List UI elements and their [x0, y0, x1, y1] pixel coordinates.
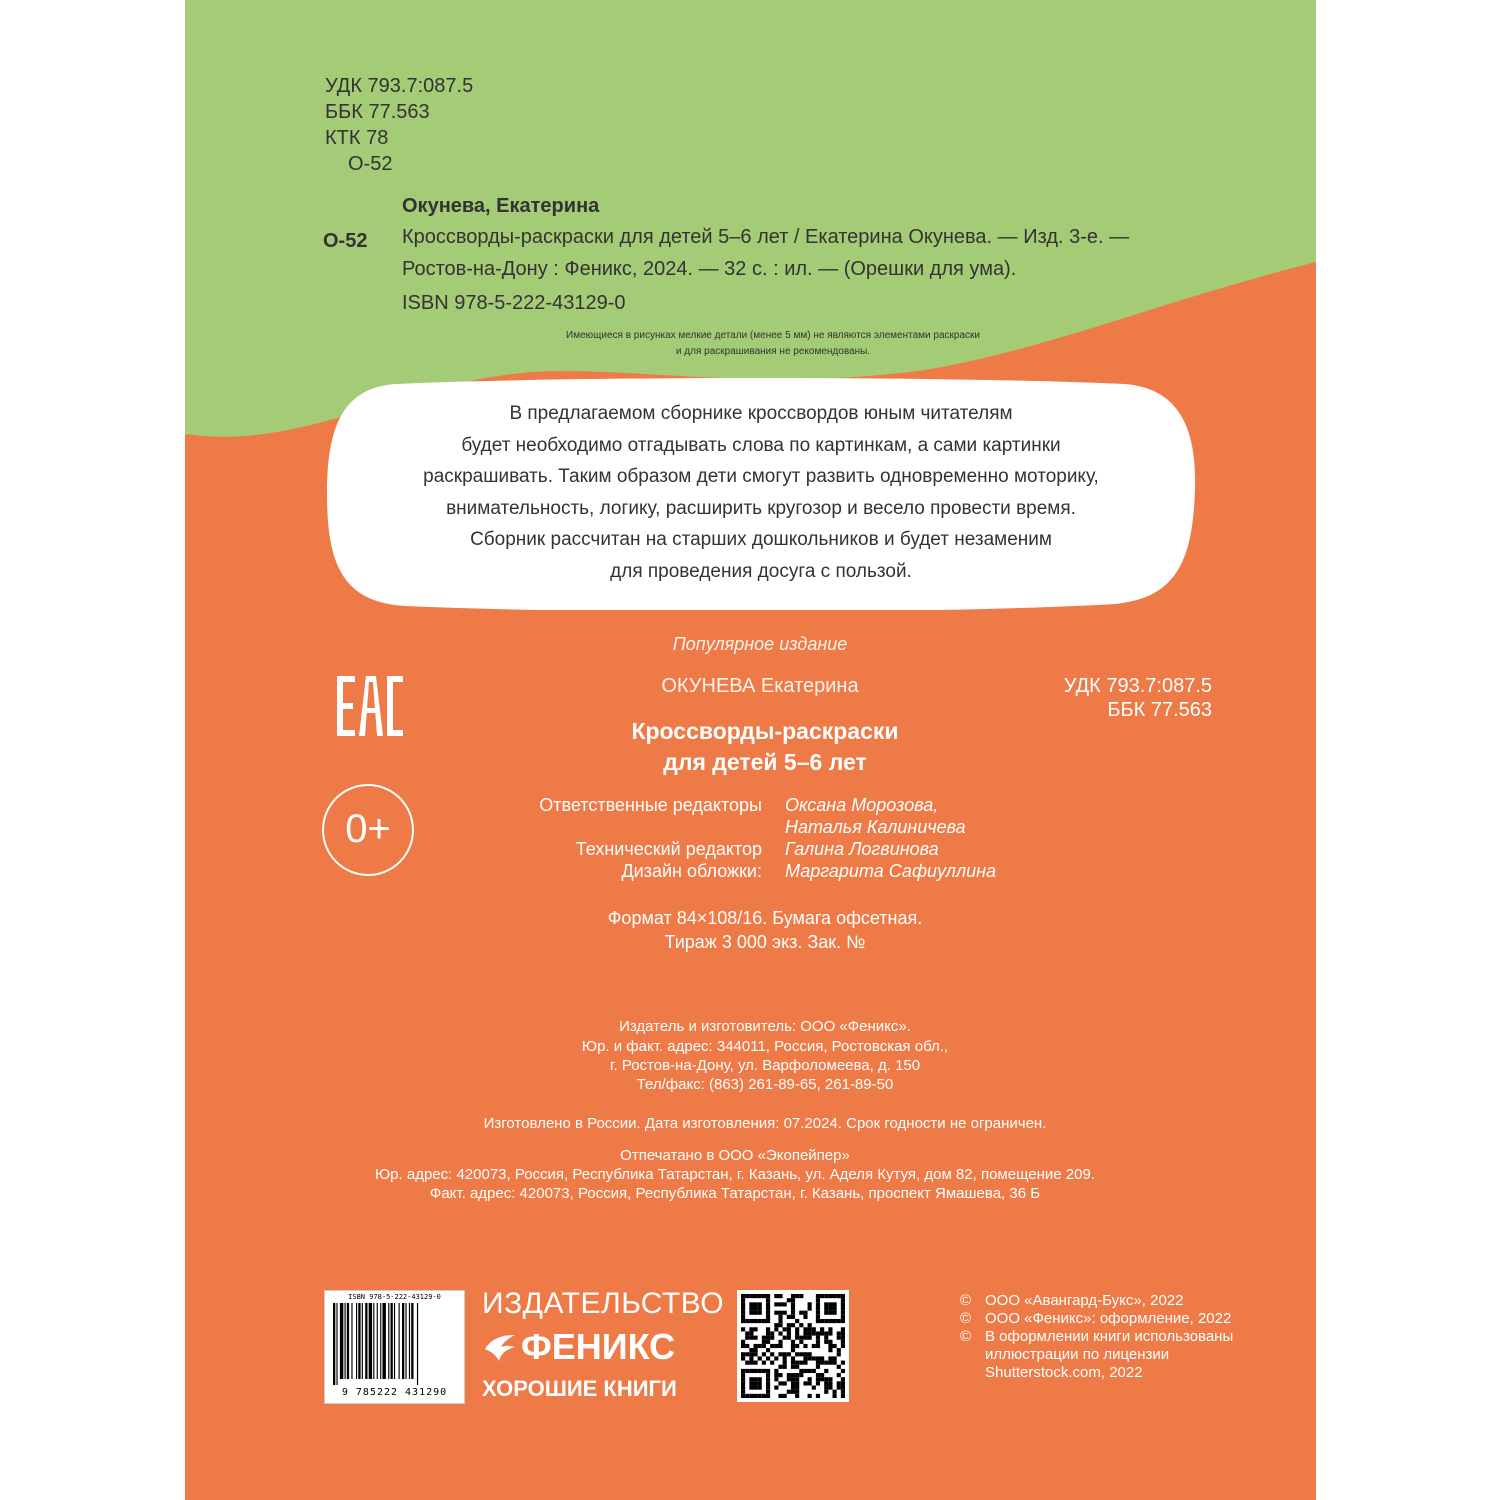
age-rating-badge: [322, 784, 414, 876]
barcode-digits: 9 785222 431290: [341, 1387, 448, 1398]
publisher-line: Издатель и изготовитель: ООО «Феникс».: [619, 1018, 911, 1035]
annotation-line: внимательность, логику, расширить кругозор и весело провести время.: [446, 497, 1076, 519]
author-sign: О-52: [348, 153, 393, 175]
qr-code-icon: [741, 1294, 845, 1398]
printer-line: Отпечатано в ООО «Экопейпер»: [620, 1147, 850, 1164]
phoenix-logo-icon: [483, 1333, 517, 1363]
credit-name: Оксана Морозова,: [785, 795, 939, 815]
copyright-symbol: ©: [960, 1310, 972, 1327]
edition-type: Популярное издание: [672, 634, 848, 654]
logo-line-3: ХОРОШИЕ КНИГИ: [482, 1376, 677, 1401]
annotation-bubble: [325, 378, 1197, 610]
logo-line-1: ИЗДАТЕЛЬСТВО: [482, 1287, 725, 1320]
copyright-symbol: ©: [960, 1292, 972, 1309]
bib-author: Окунева, Екатерина: [402, 195, 600, 217]
copyright-continuation: Shutterstock.com, 2022: [985, 1364, 1143, 1381]
credit-name: Галина Логвинова: [785, 839, 939, 859]
format-line: Формат 84×108/16. Бумага офсетная.: [607, 908, 923, 928]
credit-role: Ответственные редакторы: [539, 795, 762, 815]
barcode-isbn: ISBN 978-5-222-43129-0: [348, 1293, 441, 1301]
annotation-line: будет необходимо отгадывать слова по картинкам, а сами картинки: [461, 434, 1061, 456]
printer-line: Юр. адрес: 420073, Россия, Республика Татарстан, г. Казань, ул. Аделя Кутуя, дом 82, помещение 209.: [375, 1166, 1095, 1183]
credit-name: Маргарита Сафиуллина: [785, 861, 997, 881]
age-rating-text: 0+: [345, 807, 391, 851]
bib-sign: О-52: [323, 230, 368, 252]
credit-name: Наталья Калиничева: [785, 817, 966, 837]
imprint-udk: УДК 793.7:087.5: [1063, 675, 1212, 697]
copyright-item: ООО «Феникс»: оформление, 2022: [985, 1310, 1232, 1327]
copyright-continuation: иллюстрации по лицензии: [985, 1346, 1170, 1363]
credit-role: Технический редактор: [575, 839, 762, 859]
ktk-code: КТК 78: [325, 127, 389, 149]
bib-line-1: Кроссворды-раскраски для детей 5–6 лет / Екатерина Окунева. — Изд. 3-е. —: [402, 226, 1130, 248]
printer-line: Факт. адрес: 420073, Россия, Республика Татарстан, г. Казань, проспект Ямашева, 36 Б: [429, 1185, 1041, 1202]
copyright-symbol: ©: [960, 1328, 972, 1345]
credit-role: Дизайн обложки:: [621, 861, 762, 881]
udk-code: УДК 793.7:087.5: [325, 75, 474, 97]
warning-line-2: и для раскрашивания не рекомендованы.: [675, 346, 871, 357]
barcode-bars-icon: [325, 1303, 464, 1385]
publisher-line: г. Ростов-на-Дону, ул. Варфоломеева, д. 150: [609, 1057, 921, 1074]
copyright-item: ООО «Авангард-Букс», 2022: [985, 1292, 1184, 1309]
publisher-line: Юр. и факт. адрес: 344011, Россия, Ростовская обл.,: [581, 1038, 949, 1055]
imprint-bbk: ББК 77.563: [1107, 699, 1212, 721]
qr-code[interactable]: [737, 1290, 849, 1402]
annotation-line: раскрашивать. Таким образом дети смогут развить одновременно моторику,: [423, 466, 1099, 487]
annotation-line: для проведения досуга с пользой.: [610, 560, 912, 582]
imprint-title-2: для детей 5–6 лет: [663, 749, 867, 775]
copyright-item: В оформлении книги использованы: [985, 1328, 1234, 1345]
logo-line-2: ФЕНИКС: [521, 1326, 676, 1367]
author-caps: ОКУНЕВА Екатерина: [661, 675, 859, 697]
print-run-line: Тираж 3 000 экз. Зак. №: [664, 932, 866, 952]
bbk-code: ББК 77.563: [325, 101, 430, 123]
annotation-line: Сборник рассчитан на старших дошкольников и будет незаменим: [470, 529, 1052, 550]
annotation-line: В предлагаемом сборнике кроссвордов юным читателям: [509, 403, 1013, 424]
bib-isbn: ISBN 978-5-222-43129-0: [402, 292, 626, 314]
eac-mark-icon: [335, 676, 403, 736]
annotation-text: [325, 398, 1197, 587]
barcode: [324, 1290, 465, 1404]
manufacture-line: Изготовлено в России. Дата изготовления: 07.2024. Срок годности не ограничен.: [483, 1115, 1047, 1132]
green-band: [185, 0, 1316, 440]
publisher-line: Тел/факс: (863) 261-89-65, 261-89-50: [636, 1076, 894, 1093]
bib-line-2: Ростов-на-Дону : Феникс, 2024. — 32 с. : ил. — (Орешки для ума).: [402, 258, 1017, 280]
eac-mark-text: ЕАС: [335, 676, 338, 677]
back-cover: [185, 0, 1316, 1500]
warning-line-1: Имеющиеся в рисунках мелкие детали (менее 5 мм) не являются элементами раскраски: [566, 330, 980, 341]
imprint-title-1: Кроссворды-раскраски: [631, 718, 899, 744]
